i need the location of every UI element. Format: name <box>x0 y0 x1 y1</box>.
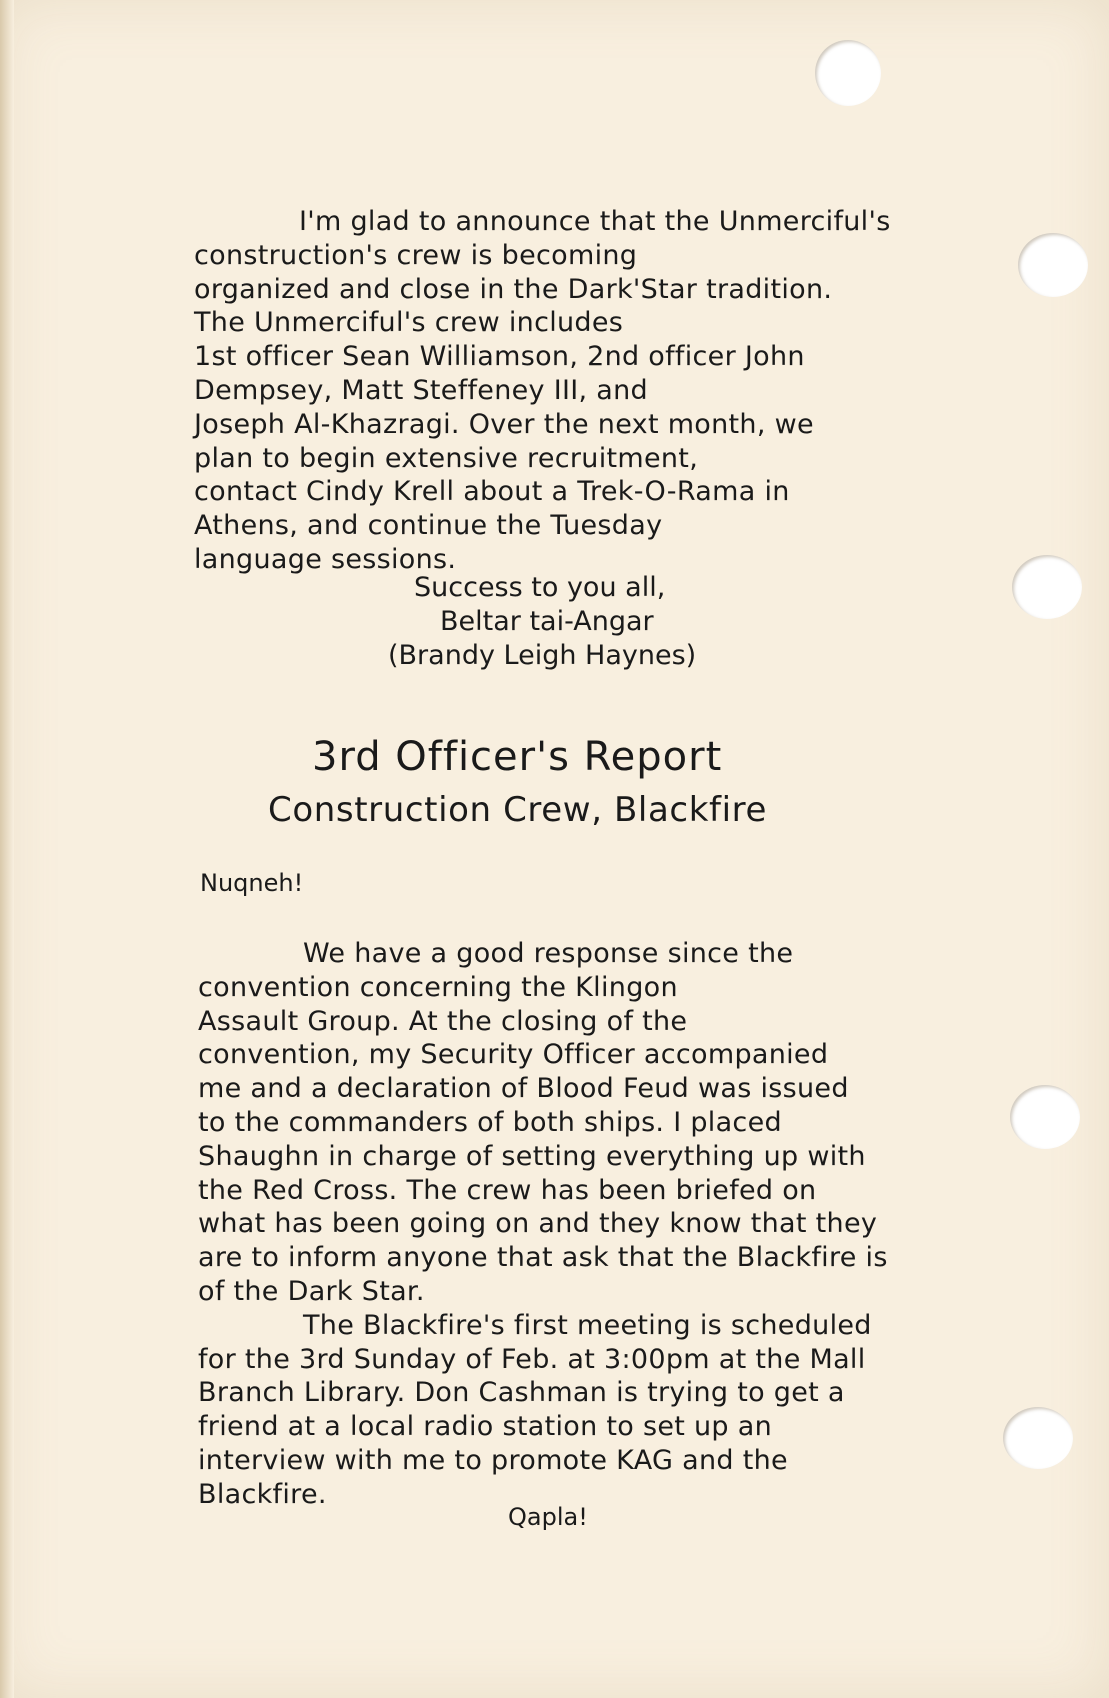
text-line: convention, my Security Officer accompanied <box>198 1039 829 1071</box>
page-edge <box>0 0 14 1698</box>
text-line: Joseph Al-Khazragi. Over the next month, we <box>194 408 814 440</box>
text-line: Shaughn in charge of setting everything up with <box>198 1140 866 1172</box>
punch-hole <box>1018 233 1088 297</box>
report-title: 3rd Officer's Report <box>312 734 723 780</box>
text-line: plan to begin extensive recruitment, <box>194 442 699 474</box>
text-line: We have a good response since the <box>303 938 794 969</box>
text-line: to the commanders of both ships. I placed <box>198 1106 782 1138</box>
text-line: what has been going on and they know that they <box>198 1208 878 1240</box>
text-line: The Blackfire's first meeting is scheduled <box>303 1309 872 1341</box>
punch-hole <box>1003 1407 1073 1469</box>
text-line: I'm glad to announce that the Unmerciful's <box>299 206 891 237</box>
text-line: construction's crew is becoming <box>194 239 638 271</box>
text-line: Branch Library. Don Cashman is trying to get a <box>198 1377 845 1409</box>
text-line: Assault Group. At the closing of the <box>198 1005 688 1037</box>
text-line: for the 3rd Sunday of Feb. at 3:00pm at the Mall <box>198 1343 866 1375</box>
punch-hole <box>1012 555 1082 619</box>
punch-hole <box>1010 1085 1080 1149</box>
text-line: Dempsey, Matt Steffeney III, and <box>194 374 648 406</box>
report-body <box>198 937 928 1512</box>
text-line: are to inform anyone that ask that the Blackfire is <box>198 1242 888 1274</box>
signoff-name: Beltar tai-Angar <box>440 606 654 637</box>
text-line: of the Dark Star. <box>198 1275 425 1307</box>
signoff-realname: (Brandy Leigh Haynes) <box>388 640 697 671</box>
text-line: 1st officer Sean Williamson, 2nd officer John <box>194 341 805 373</box>
greeting: Nuqneh! <box>200 869 304 897</box>
punch-hole <box>815 40 881 106</box>
text-line: language sessions. <box>194 543 457 575</box>
text-line: The Unmerciful's crew includes <box>194 307 624 339</box>
text-line: Blackfire. <box>198 1478 327 1510</box>
report-subtitle: Construction Crew, Blackfire <box>268 790 767 830</box>
text-line: the Red Cross. The crew has been briefed on <box>198 1174 817 1206</box>
closing: Qapla! <box>508 1503 588 1531</box>
signoff-line: Success to you all, <box>414 572 666 603</box>
intro-paragraph <box>194 205 924 577</box>
text-line: Athens, and continue the Tuesday <box>194 510 663 542</box>
text-line: interview with me to promote KAG and the <box>198 1444 788 1476</box>
text-line: me and a declaration of Blood Feud was issued <box>198 1073 849 1105</box>
text-line: contact Cindy Krell about a Trek-O-Rama in <box>194 476 790 508</box>
text-line: friend at a local radio station to set up an <box>198 1411 773 1443</box>
text-line: convention concerning the Klingon <box>198 971 678 1003</box>
text-line: organized and close in the Dark'Star tradition. <box>194 273 833 305</box>
